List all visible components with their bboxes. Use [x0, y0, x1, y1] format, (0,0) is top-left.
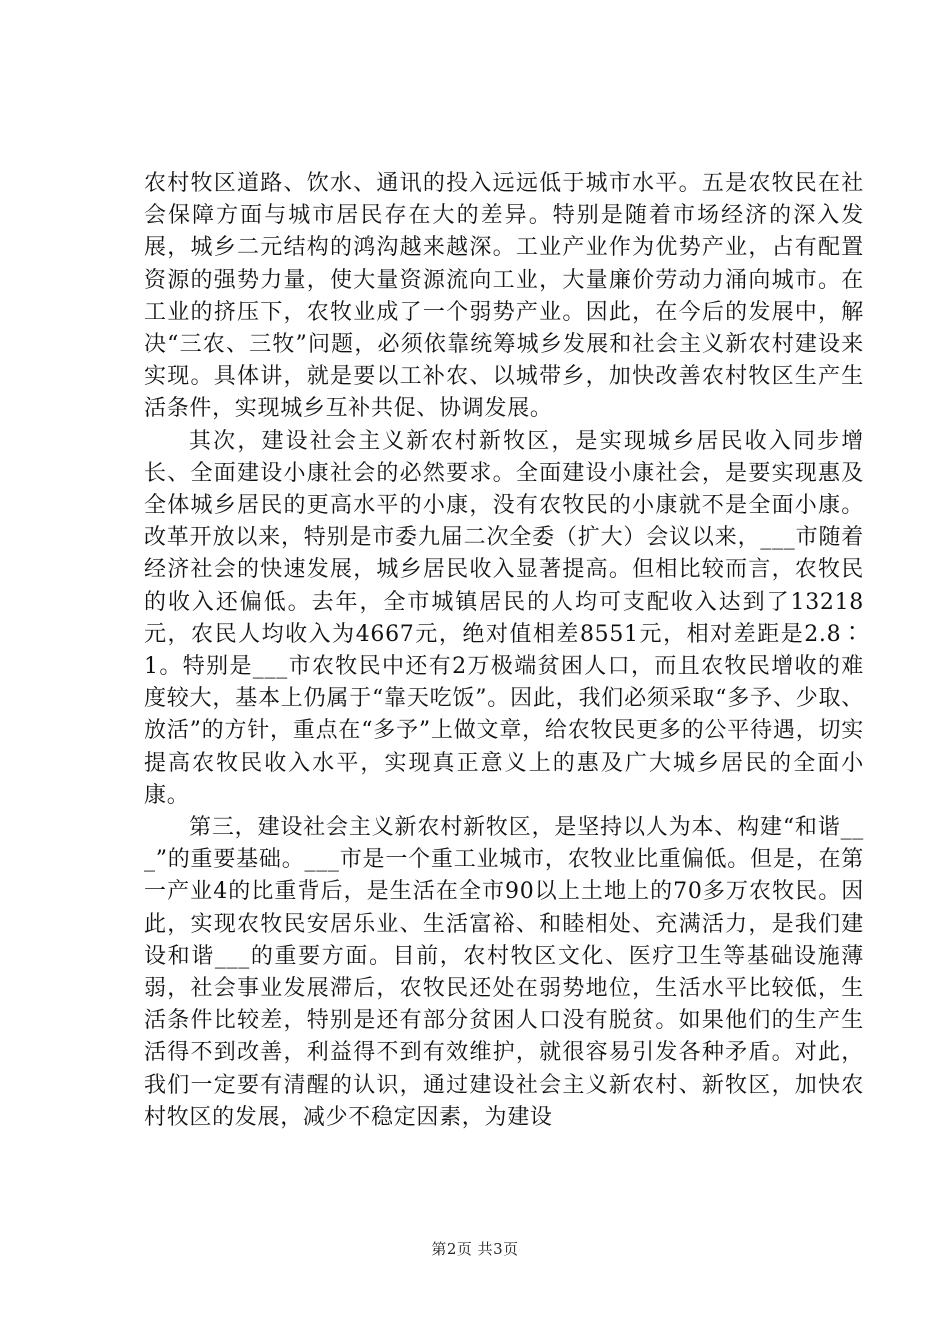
- paragraph-third-point: 第三，建设社会主义新农村新牧区，是坚持以人为本、构建“和谐___”的重要基础。___市是一个重工业城市，农牧业比重偏低。但是，在第一产业4的比重背后，是生活在全市90以上土地上的70多万农牧民。因此，实现农牧民安居乐业、生活富裕、和睦相处、充满活力，是我们建设和谐___的重要方面。目前，农村牧区文化、医疗卫生等基础设施薄弱，社会事业发展滞后，农牧民还处在弱势地位，生活水平比较低，生活条件比较差，特别是还有部分贫困人口没有脱贫。如果他们的生产生活得不到改善，利益得不到有效维护，就很容易引发各种矛盾。对此，我们一定要有清醒的认识，通过建设社会主义新农村、新牧区，加快农村牧区的发展，减少不稳定因素，为建设: [144, 815, 864, 1130]
- paragraph-second-point: 其次，建设社会主义新农村新牧区，是实现城乡居民收入同步增长、全面建设小康社会的必然要求。全面建设小康社会，是要实现惠及全体城乡居民的更高水平的小康，没有农牧民的小康就不是全面小康。改革开放以来，特别是市委九届二次全委（扩大）会议以来，___市随着经济社会的快速发展，城乡居民收入显著提高。但相比较而言，农牧民的收入还偏低。去年，全市城镇居民的人均可支配收入达到了13218元，农民人均收入为4667元，绝对值相差8551元，相对差距是2.8∶1。特别是___市农牧民中还有2万极端贫困人口，而且农牧民增收的难度较大，基本上仍属于“靠天吃饭”。因此，我们必须采取“多予、少取、放活”的方针，重点在“多予”上做文章，给农牧民更多的公平待遇，切实提高农牧民收入水平，实现真正意义上的惠及广大城乡居民的全面小康。: [144, 428, 864, 808]
- page-number-label: 第2页 共3页: [431, 1240, 519, 1258]
- document-body: [144, 168, 864, 1134]
- paragraph-continued: 农村牧区道路、饮水、通讯的投入远远低于城市水平。五是农牧民在社会保障方面与城市居民存在大的差异。特别是随着市场经济的深入发展，城乡二元结构的鸿沟越来越深。工业产业作为优势产业，占有配置资源的强势力量，使大量资源流向工业，大量廉价劳动力涌向城市。在工业的挤压下，农牧业成了一个弱势产业。因此，在今后的发展中，解决“三农、三牧”问题，必须依靠统筹城乡发展和社会主义新农村建设来实现。具体讲，就是要以工补农、以城带乡，加快改善农村牧区生产生活条件，实现城乡互补共促、协调发展。: [144, 171, 864, 422]
- page-footer: [0, 1238, 950, 1259]
